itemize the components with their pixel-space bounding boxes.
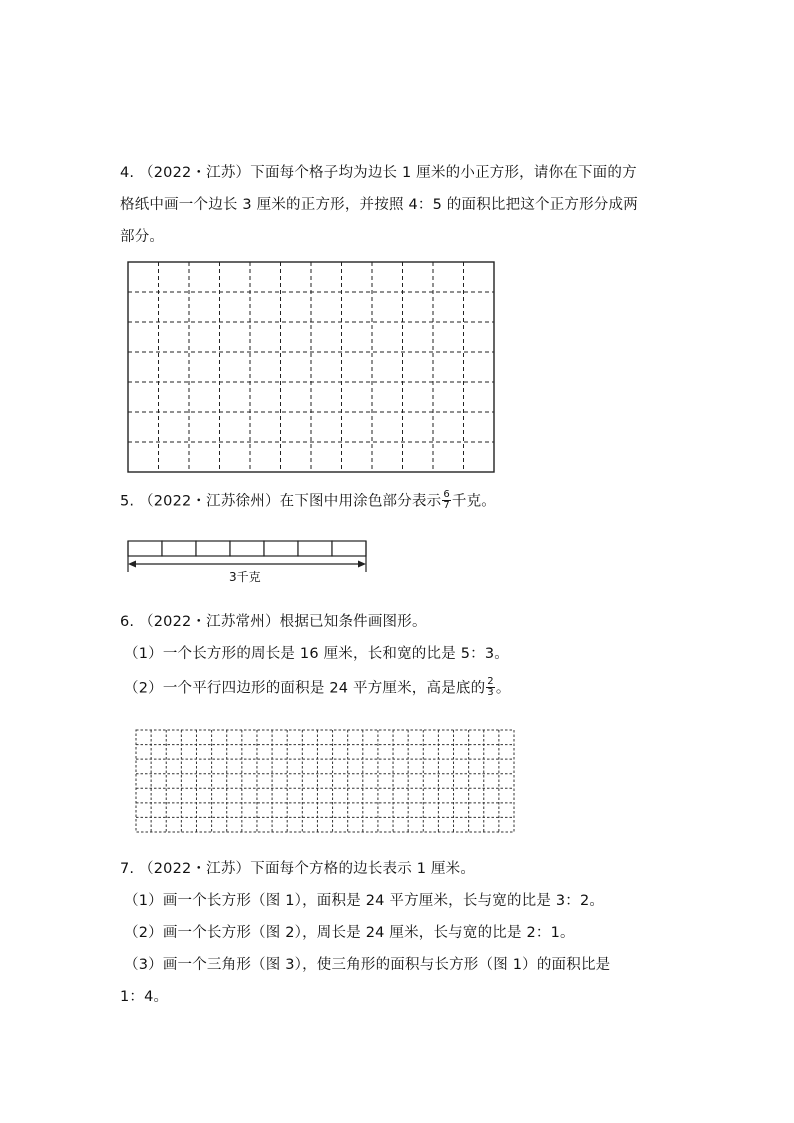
- q5-bar-segment[interactable]: [162, 541, 196, 556]
- q4-line-1: 4. （2022・江苏）下面每个格子均为边长 1 厘米的小正方形，请你在下面的方: [120, 165, 637, 181]
- q6-sub2-before: （2）一个平行四边形的面积是 24 平方厘米，高是底的: [124, 680, 486, 697]
- q6-sub1: （1）一个长方形的周长是 16 厘米，长和宽的比是 5：3。: [124, 646, 509, 662]
- q5-frac-numerator: 6: [443, 489, 450, 500]
- q5-bar-segment[interactable]: [230, 541, 264, 556]
- q6-sub2-after: 。: [495, 680, 511, 697]
- q5-arrow-left-head: [128, 561, 136, 568]
- q5-bar-segment[interactable]: [196, 541, 230, 556]
- q5-fraction: [442, 490, 451, 511]
- q6-title: 6. （2022・江苏常州）根据已知条件画图形。: [120, 614, 427, 630]
- q5-bar-segment[interactable]: [128, 541, 162, 556]
- q5-frac-denominator: 7: [443, 500, 450, 511]
- q4-line-3: 部分。: [120, 229, 165, 245]
- q6-grid-paper[interactable]: [136, 730, 514, 832]
- q7-sub3-line2: 1：4。: [120, 989, 169, 1005]
- q5-bar-segment[interactable]: [264, 541, 298, 556]
- q7-sub1: （1）画一个长方形（图 1），面积是 24 平方厘米，长与宽的比是 3：2。: [124, 893, 605, 909]
- q5-text: [120, 491, 496, 512]
- q5-bar-segment[interactable]: [332, 541, 366, 556]
- q5-arrow-right-head: [358, 561, 366, 568]
- q5-bar-label: 3千克: [229, 570, 261, 584]
- q4-grid-paper[interactable]: [128, 262, 494, 472]
- q6-frac-denominator: 3: [487, 687, 494, 698]
- q6-sub2: [124, 678, 511, 699]
- q6-fraction: [486, 677, 495, 698]
- q6-grid-border: [136, 730, 514, 832]
- q5-text-after: 千克。: [451, 493, 497, 510]
- q7-sub3-line1: （3）画一个三角形（图 3），使三角形的面积与长方形（图 1）的面积比是: [124, 957, 611, 973]
- q7-title: 7. （2022・江苏）下面每个方格的边长表示 1 厘米。: [120, 861, 476, 877]
- q5-bar-segment[interactable]: [298, 541, 332, 556]
- q5-segment-bar[interactable]: [126, 541, 370, 585]
- q4-line-2: 格纸中画一个边长 3 厘米的正方形，并按照 4：5 的面积比把这个正方形分成两: [120, 197, 638, 213]
- q5-text-before: 5. （2022・江苏徐州）在下图中用涂色部分表示: [120, 493, 442, 510]
- q7-sub2: （2）画一个长方形（图 2），周长是 24 厘米，长与宽的比是 2：1。: [124, 925, 575, 941]
- q6-frac-numerator: 2: [487, 676, 494, 687]
